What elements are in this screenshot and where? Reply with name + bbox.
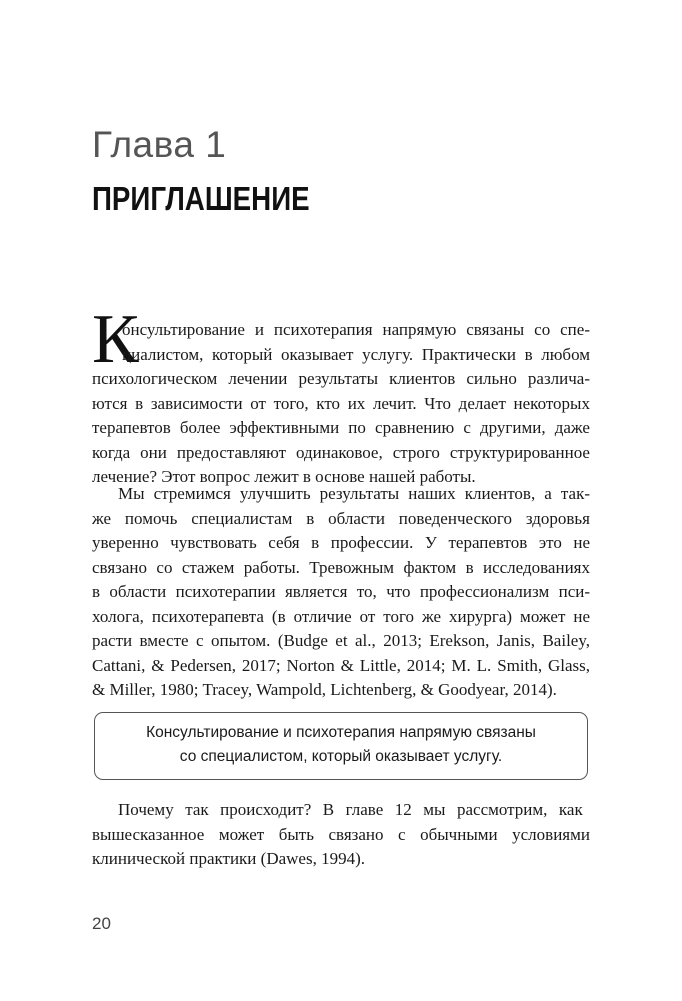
pull-quote-box xyxy=(94,712,588,780)
paragraph-line: расти вместе с опытом. (Budge et al., 2013; Erekson, Janis, Bailey, xyxy=(92,631,590,650)
chapter-label: Глава 1 xyxy=(92,124,227,165)
paragraph-1 xyxy=(92,318,590,490)
pull-quote-line: со специалистом, который оказывает услугу. xyxy=(179,748,503,765)
paragraph-line: в области психотерапии является то, что профессионализм пси- xyxy=(92,582,590,601)
paragraph-line: Мы стремимся улучшить результаты наших клиентов, а так- xyxy=(118,484,590,503)
paragraph-line: клинической практики (Dawes, 1994). xyxy=(92,849,365,868)
paragraph-line: уверенно чувствовать себя в профессии. У терапевтов это не xyxy=(92,533,590,552)
paragraph-line: связано со стажем работы. Тревожным фактом в исследованиях xyxy=(92,557,590,577)
paragraph-line: психологическом лечении результаты клиентов сильно различа- xyxy=(92,369,590,388)
page-number: 20 xyxy=(92,914,111,933)
paragraph-line: терапевтов более эффективными по сравнению с другими, даже xyxy=(92,418,590,437)
paragraph-line: циалистом, который оказывает услугу. Практически в любом xyxy=(122,344,590,364)
paragraph-line: Почему так происходит? В главе 12 мы рассмотрим, как xyxy=(118,800,583,819)
paragraph-2 xyxy=(92,482,590,703)
paragraph-line: вышесказанное может быть связано с обычными условиями xyxy=(92,824,590,844)
drop-cap: К xyxy=(92,301,139,378)
paragraph-line: лечение? Этот вопрос лежит в основе нашей работы. xyxy=(92,467,476,486)
paragraph-line: ются в зависимости от того, кто их лечит. Что делает некоторых xyxy=(92,393,590,413)
paragraph-line: же помочь специалистам в области поведенческого здоровья xyxy=(92,508,590,528)
pull-quote-line: Консультирование и психотерапия напрямую связаны xyxy=(146,724,536,741)
paragraph-line: холога, психотерапевта (в отличие от того же хирурга) может не xyxy=(92,606,590,626)
chapter-title: ПРИГЛАШЕНИЕ xyxy=(92,180,310,217)
paragraph-line: Cattani, & Pedersen, 2017; Norton & Little, 2014; M. L. Smith, Glass, xyxy=(92,655,590,675)
paragraph-line: & Miller, 1980; Tracey, Wampold, Lichtenberg, & Goodyear, 2014). xyxy=(92,680,557,699)
paragraph-3 xyxy=(92,798,590,872)
paragraph-line: онсультирование и психотерапия напрямую связаны со спе- xyxy=(122,320,590,339)
paragraph-line: когда они предоставляют одинаковое, строго структурированное xyxy=(92,442,590,462)
